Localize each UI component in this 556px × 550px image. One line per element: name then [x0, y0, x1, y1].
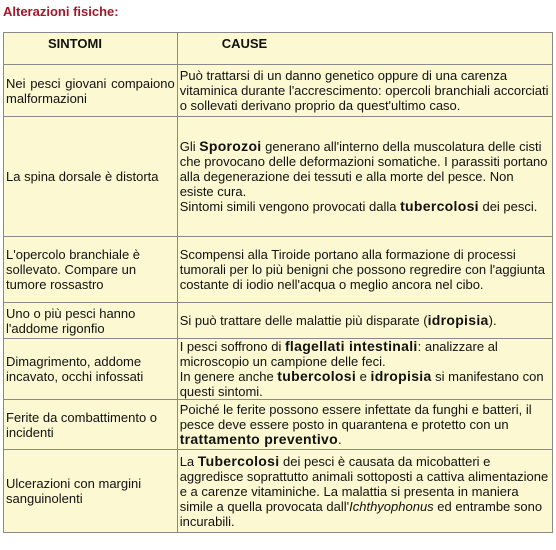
cause-keyword: Sporozoi: [199, 138, 262, 154]
cause-text: dei pesci.: [478, 199, 538, 214]
table-row: [4, 237, 553, 303]
symptom-text: La spina dorsale è distorta: [6, 169, 159, 184]
cause-keyword: tubercolosi: [277, 368, 357, 384]
cause-text: ed entrambe sono incurabili.: [179, 498, 543, 529]
cause-text: Scompensi alla Tiroide portano alla formazione di processi tumorali per lo più benigni che possono regredire con l'aggiunta costante di iodio nell'acqua o meglio ancora nel cibo.: [179, 247, 545, 292]
symptom-cell: [4, 65, 178, 117]
cause-text: Può trattarsi di un danno genetico oppure di una carenza vitaminica durante l'accrescimento: opercoli branchiali accorciati o sollevati derivano proprio da quest'ultimo caso.: [179, 68, 549, 113]
cause-keyword: tubercolosi: [400, 198, 479, 214]
symptoms-table: [3, 32, 553, 533]
cause-text: Sintomi simili vengono provocati dalla: [179, 199, 401, 214]
table-row: [4, 303, 553, 339]
cause-text: si manifestano con questi sintomi.: [179, 369, 544, 399]
symptom-cell: [4, 339, 178, 400]
symptom-cell: [4, 237, 178, 303]
symptom-text: L'opercolo branchiale è sollevato. Compare un tumore rossastro: [6, 247, 141, 292]
cause-cell: [177, 117, 552, 237]
header-cause: CAUSE: [177, 33, 552, 65]
table-row: [4, 400, 553, 450]
symptom-text: Nei pesci giovani compaiono malformazioni: [6, 75, 175, 106]
symptom-cell: [4, 117, 178, 237]
cause-text: ).: [488, 313, 497, 328]
cause-cell: [177, 303, 552, 339]
cause-italic-term: Ichthyophonus: [349, 498, 434, 514]
symptom-text: Ferite da combattimento o incidenti: [6, 409, 158, 440]
table-row: [4, 450, 553, 533]
cause-text: Si può trattare delle malattie più disparate (: [179, 313, 428, 328]
symptom-text: Uno o più pesci hanno l'addome rigonfio: [6, 305, 136, 336]
table-row: [4, 65, 553, 117]
symptom-cell: [4, 450, 178, 533]
symptom-text: Dimagrimento, addome incavato, occhi infossati: [6, 354, 144, 384]
cause-keyword: flagellati intestinali: [284, 338, 418, 354]
cause-text: : analizzare al microscopio un campione delle feci.: [179, 339, 498, 369]
page-title: Alterazioni fisiche:: [3, 4, 119, 19]
cause-cell: [177, 237, 552, 303]
cause-keyword: trattamento preventivo: [179, 431, 338, 447]
cause-text: .: [338, 432, 342, 447]
cause-cell: [177, 400, 552, 450]
cause-text: Poiché le ferite possono essere infettate da funghi e batteri, il pesce deve essere posto in quarantena e protetto con un: [179, 402, 532, 432]
cause-text: Gli: [179, 139, 200, 154]
cause-text: dei pesci è causata da micobatteri e aggredisce soprattutto animali sottoposti a cattiva alimentazione e a carenze vitaminiche. La malattia si presenta in maniera simile a quella provocata dall': [179, 453, 549, 514]
table-header-row: [4, 33, 553, 65]
cause-text: e: [356, 369, 371, 384]
table-row: [4, 339, 553, 400]
cause-text: generano all'interno della muscolatura delle cisti che provocano delle deformazioni somatiche. I parassiti portano alla degenerazione dei tessuti e alla morte del pesce. Non esiste cura.: [179, 139, 548, 199]
cause-text: La: [179, 453, 198, 469]
symptom-cell: [4, 400, 178, 450]
cause-cell: [177, 339, 552, 400]
header-sintomi: SINTOMI: [4, 33, 178, 65]
symptom-text: Ulcerazioni con margini sanguinolenti: [6, 476, 142, 506]
cause-keyword: Tubercolosi: [197, 452, 280, 469]
cause-keyword: idropisia: [427, 312, 489, 328]
symptom-cell: [4, 303, 178, 339]
table-row: [4, 117, 553, 237]
cause-text: I pesci soffrono di: [179, 339, 285, 354]
cause-keyword: idropisia: [370, 368, 432, 384]
cause-cell: [177, 65, 552, 117]
cause-text: In genere anche: [179, 369, 278, 384]
cause-cell: [177, 450, 552, 533]
